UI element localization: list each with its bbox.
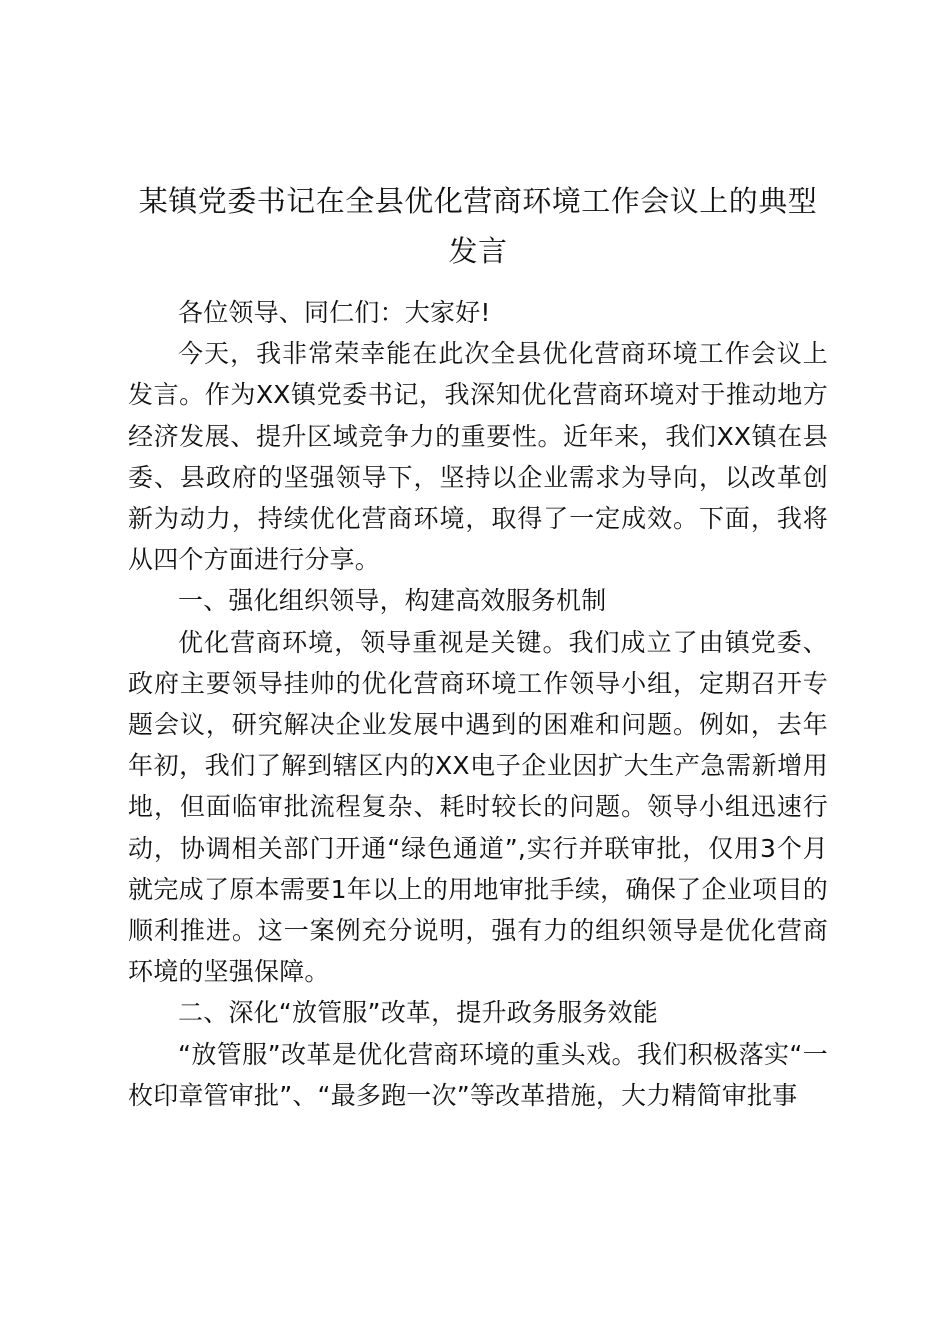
document-body: [128, 292, 828, 1116]
document-title: 某镇党委书记在全县优化营商环境工作会议上的典型发言: [138, 184, 818, 268]
section-2-heading: 二、深化“放管服”改革，提升政务服务效能: [178, 998, 658, 1028]
section-2-paragraph: “放管服”改革是优化营商环境的重头戏。我们积极落实“一枚印章管审批”、“最多跑一次”等改革措施，大力精简审批事: [128, 1039, 828, 1110]
intro-paragraph: 今天，我非常荣幸能在此次全县优化营商环境工作会议上发言。作为XX镇党委书记，我深知优化营商环境对于推动地方经济发展、提升区域竞争力的重要性。近年来，我们XX镇在县委、县政府的坚强领导下，坚持以企业需求为导向，以改革创新为动力，持续优化营商环境，取得了一定成效。下面，我将从四个方面进行分享。: [128, 339, 828, 575]
section-1-heading: 一、强化组织领导，构建高效服务机制: [178, 586, 607, 616]
section-1-paragraph: 优化营商环境，领导重视是关键。我们成立了由镇党委、政府主要领导挂帅的优化营商环境工作领导小组，定期召开专题会议，研究解决企业发展中遇到的困难和问题。例如，去年年初，我们了解到辖区内的XX电子企业因扩大生产急需新增用地，但面临审批流程复杂、耗时较长的问题。领导小组迅速行动，协调相关部门开通“绿色通道”,实行并联审批，仅用3个月就完成了原本需要1年以上的用地审批手续，确保了企业项目的顺利推进。这一案例充分说明，强有力的组织领导是优化营商环境的坚强保障。: [128, 627, 828, 987]
greeting-paragraph: 各位领导、同仁们：大家好!: [178, 298, 491, 327]
